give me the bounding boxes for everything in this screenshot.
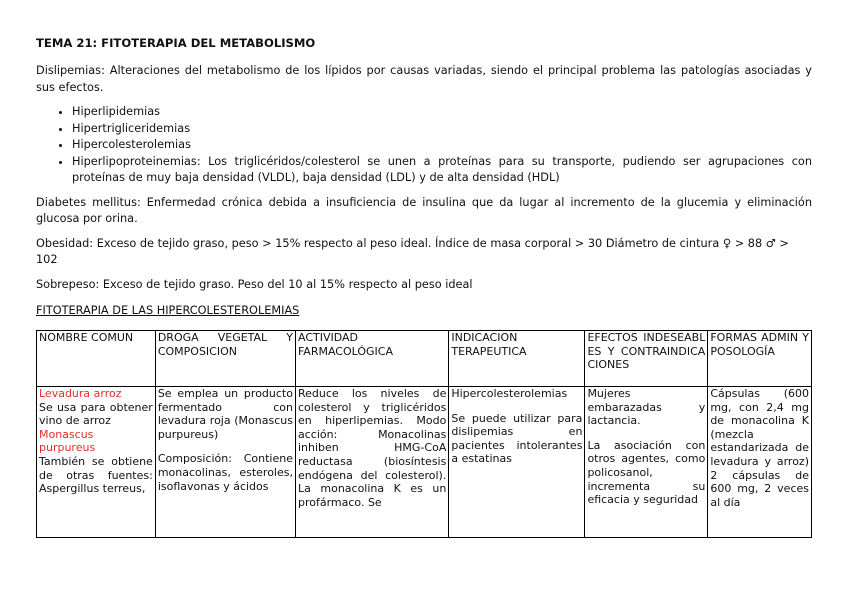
cell-nombre-comun bbox=[37, 387, 156, 538]
cell-formas-admin: Cápsulas (600 mg, con 2,4 mg de monacolina K (mezcla estandarizada de levadura y arroz) 2 cápsulas de 600 mg, 2 veces al día bbox=[708, 387, 812, 538]
dislipemias-paragraph: Dislipemias: Alteraciones del metabolismo de los lípidos por causas variadas, siendo el principal problema las patologías asociadas y sus efectos. bbox=[36, 64, 812, 94]
lipid-disorders-list bbox=[36, 104, 812, 187]
cell-indicacion bbox=[449, 387, 585, 538]
header-nombre-comun: NOMBRE COMUN bbox=[37, 331, 156, 387]
indication-note: Se puede utilizar para dislipemias en pacientes intolerantes a estatinas bbox=[451, 411, 583, 466]
diabetes-paragraph: Diabetes mellitus: Enfermedad crónica debida a insuficiencia de insulina que da lugar al incremento de la glucemia y eliminación glucosa por orina. bbox=[36, 195, 812, 225]
header-indicacion: INDICACION TERAPEUTICA bbox=[449, 331, 585, 387]
document-page bbox=[36, 36, 812, 538]
header-formas-admin: FORMAS ADMIN Y POSOLOGÍA bbox=[708, 331, 812, 387]
list-item: • Hipercolesterolemias bbox=[72, 137, 812, 154]
header-droga-vegetal: DROGA VEGETAL Y COMPOSICION bbox=[155, 331, 295, 387]
common-name-label: Levadura arroz bbox=[39, 387, 122, 400]
common-name-text: Se usa para obtener vino de arroz bbox=[39, 400, 153, 428]
other-sources-text: También se obtiene de otras fuentes: Aspergillus terreus, bbox=[39, 454, 153, 496]
indication-main: Hipercolesterolemias bbox=[451, 387, 568, 400]
table-header-row bbox=[37, 331, 812, 387]
drug-description: Se emplea un producto fermentado con levadura roja (Monascus purpureus) bbox=[157, 387, 293, 441]
sobrepeso-paragraph: Sobrepeso: Exceso de tejido graso. Peso del 10 al 15% respecto al peso ideal bbox=[36, 277, 473, 291]
list-item: • Hiperlipoproteinemias: Los triglicéridos/colesterol se unen a proteínas para su transporte, pudiendo ser agrupaciones con proteínas de muy baja densidad (VLDL), baja densidad (LDL) y de alta densidad (HDL) bbox=[72, 154, 812, 187]
composition-text: Composición: Contiene monacolinas, esteroles, isoflavonas y ácidos bbox=[157, 452, 293, 493]
list-item: • Hipertrigliceridemias bbox=[72, 121, 812, 138]
header-actividad: ACTIVIDAD FARMACOLÓGICA bbox=[295, 331, 448, 387]
obesidad-paragraph: Obesidad: Exceso de tejido graso, peso > 15% respecto al peso ideal. Índice de masa corporal > 30 Diámetro de cintura ♀ > 88 ♂ > 102 bbox=[36, 236, 789, 266]
header-efectos: EFECTOS INDESEABLES Y CONTRAINDICACIONES bbox=[585, 331, 708, 387]
association-text: La asociación con otros agentes, como policosanol, incrementa su eficacia y seguridad bbox=[587, 438, 706, 507]
cell-droga-vegetal bbox=[155, 387, 295, 538]
table-row bbox=[37, 387, 812, 538]
contraindication-text: Mujeres embarazadas y lactancia. bbox=[587, 387, 706, 428]
list-item: • Hiperlipidemias bbox=[72, 104, 812, 121]
hypercholesterolemia-table bbox=[36, 330, 812, 538]
cell-efectos bbox=[585, 387, 708, 538]
document-title: TEMA 21: FITOTERAPIA DEL METABOLISMO bbox=[36, 36, 316, 50]
section-heading: FITOTERAPIA DE LAS HIPERCOLESTEROLEMIAS bbox=[36, 304, 300, 317]
species-name-label: Monascus purpureus bbox=[39, 427, 96, 455]
cell-actividad: Reduce los niveles de colesterol y triglicéridos en hiperlipemias. Modo acción: Monacolinas inhiben HMG-CoA reductasa (biosíntesis endógena del colesterol). La monacolina K es un profármaco. Se bbox=[295, 387, 448, 538]
